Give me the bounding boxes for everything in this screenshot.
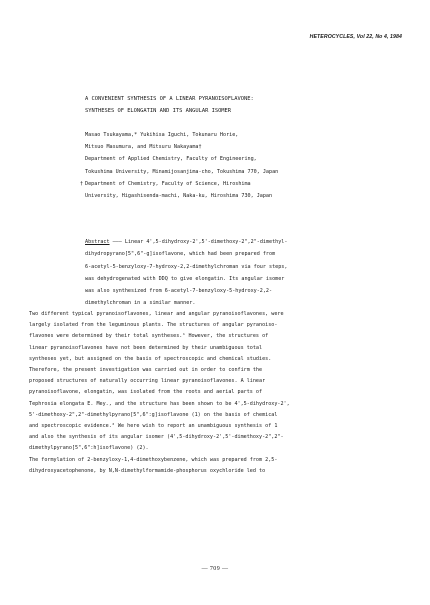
author-line: Masao Tsukayama,* Yukihisa Iguchi, Tokunaru Horie, [85, 132, 239, 138]
abstract-line: dimethylchroman in a similar manner. [85, 300, 196, 307]
abstract [85, 236, 385, 310]
page-number: — 709 — [201, 566, 229, 572]
abstract-line [85, 236, 385, 248]
body-line: flavones were determined by their total syntheses.¹ However, the structures of [29, 333, 269, 340]
body-line: largely isolated from the leguminous plants. The structures of angular pyranoiso- [29, 322, 278, 329]
abstract-line: dihydropyrano[5",6"-g]isoflavone, which had been prepared from [85, 251, 276, 258]
author-block [80, 129, 405, 202]
body-line: dimethylpyrano[5",6":h]isoflavone) (2). [29, 445, 149, 452]
body-line: and also the synthesis of its angular isomer (4',5-dihydroxy-2',5'-dimethoxy-2",2"- [29, 434, 284, 441]
body-line: dihydroxyacetophenone, by N,N-dimethylformamide-phosphorus oxychloride led to [29, 467, 266, 474]
body-line: Tephrosia elongata E. Mey., and the structure has been shown to be 4',5-dihydroxy-2', [29, 400, 290, 407]
affiliation-line: Tokushima University, Minamijosanjima-cho, Tokushima 770, Japan [85, 168, 279, 175]
affiliation-line: Department of Applied Chemistry, Faculty of Engineering, [85, 156, 257, 163]
abstract-line: was also synthesized from 6-acetyl-7-benzyloxy-5-hydroxy-2,2- [85, 288, 273, 295]
body-line: The formylation of 2-benzyloxy-1,4-dimethoxybenzene, which was prepared from 2,5- [29, 456, 278, 463]
dagger-mark: † [80, 180, 84, 187]
affiliation-line [80, 178, 405, 190]
abstract-dash: ——— [109, 239, 125, 245]
title-line: A CONVENIENT SYNTHESIS OF A LINEAR PYRANOISOFLAVONE: [85, 96, 254, 102]
title-line: SYNTHESES OF ELONGATIN AND ITS ANGULAR ISOMER [85, 107, 232, 114]
abstract-heading: Abstract [85, 239, 110, 245]
author-line: Mitsuo Masumura, and Mitsuru Nakayama† [85, 144, 202, 151]
body-line: linear pyranoisoflavones have not been determined by their unambiguous total [29, 344, 263, 351]
abstract-line: 6-acetyl-5-benzyloxy-7-hydroxy-2,2-dimethylchroman via four steps, [85, 263, 288, 270]
body-line: and spectroscopic evidence.² We here wish to report an unambiguous synthesis of 1 [29, 423, 278, 430]
affiliation-text: Department of Chemistry, Faculty of Science, Hiroshima [85, 180, 251, 187]
body-line: syntheses yet, but assigned on the basis of spectroscopic and chemical studies. [29, 355, 272, 362]
body-line: 5'-dimethoxy-2",2"-dimethylpyrano[5",6":g]isoflavone (1) on the basis of chemical [29, 411, 278, 418]
body-line: Two different typical pyranoisoflavones, linear and angular pyranoisoflavones, were [29, 311, 284, 317]
body-line: Therefore, the present investigation was carried out in order to confirm the [29, 367, 263, 374]
body-text [29, 309, 404, 477]
affiliation-line: University, Higashisenda-machi, Naka-ku, Hiroshima 730, Japan [85, 193, 273, 200]
abstract-line: was dehydrogenated with DDQ to give elongatin. Its angular isomer [85, 275, 285, 282]
article-title [85, 94, 405, 117]
body-line: proposed structures of naturally occurring linear pyranoisoflavones. A linear [29, 378, 266, 385]
running-header: HETEROCYCLES, Vol 22, No 4, 1984 [309, 34, 402, 40]
abstract-text: Linear 4',5-dihydroxy-2',5'-dimethoxy-2",2"-dimethyl- [124, 239, 288, 245]
body-line: pyranoisoflavone, elongatin, was isolated from the roots and aerial parts of [29, 389, 263, 396]
